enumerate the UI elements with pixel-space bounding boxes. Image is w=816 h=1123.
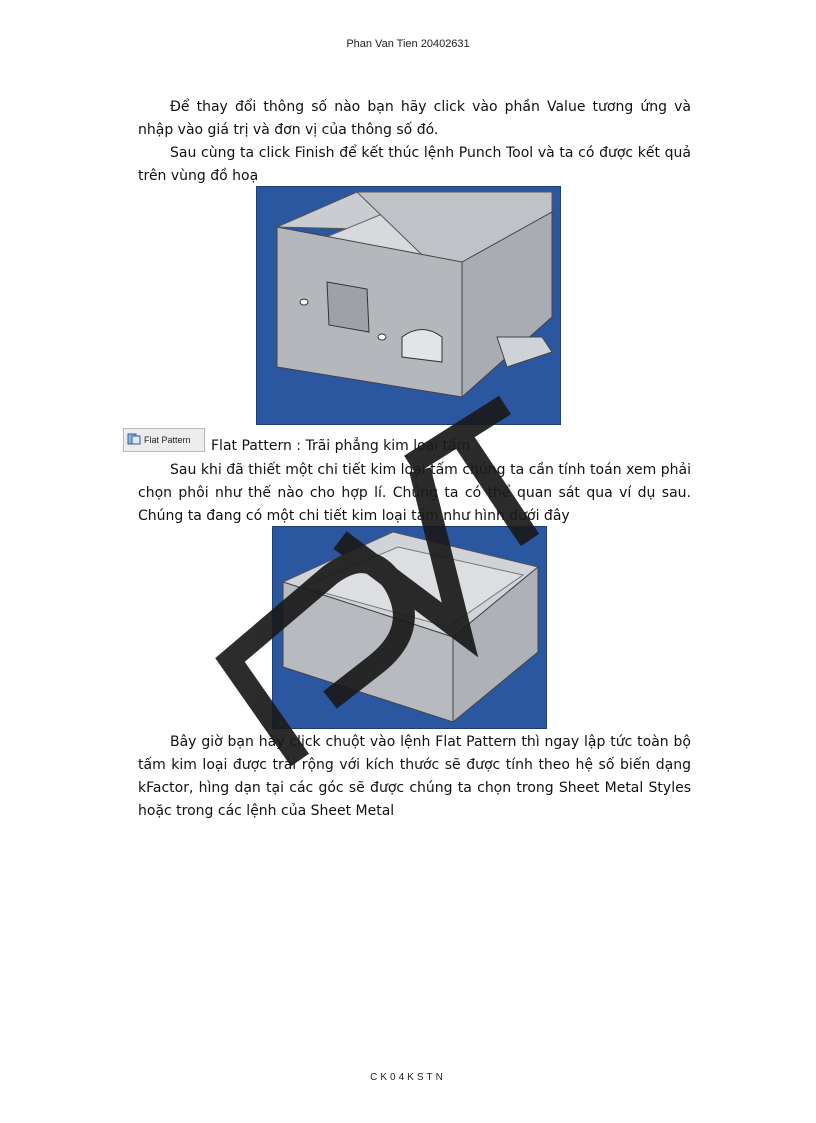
flat-pattern-icon	[127, 432, 141, 448]
flat-pattern-button-label: Flat Pattern	[144, 435, 191, 445]
page-header: Phan Van Tien 20402631	[346, 38, 470, 50]
paragraph-finish-instructions: Sau cùng ta click Finish để kết thúc lệnh Punch Tool và ta có được kết quả trên vùng đồ hoạ	[138, 145, 691, 184]
sheet-metal-tray-image	[272, 526, 547, 729]
paragraph-flat-pattern-result: Bây giờ bạn hãy click chuột vào lệnh Flat Pattern thì ngay lập tức toàn bộ tấm kim loại được trải rộng với kích thước sẽ được tính theo hệ số biến dạng kFactor, hìng dạn tại các góc sẽ được chúng ta chọn trong Sheet Metal Styles hoặc trong các lệnh của Sheet Metal	[138, 734, 691, 819]
punch-result-image	[256, 186, 561, 425]
paragraph-flat-pattern-intro: Sau khi đã thiết một chi tiết kim loại tấm chúng ta cần tính toán xem phải chọn phôi như thế nào cho hợp lí. Chúng ta có thể quan sát qua ví dụ sau. Chúng ta đang có một chi tiết kim loại tấm như hình dưới đây	[138, 462, 691, 524]
flat-pattern-heading: Flat Pattern : Trãi phẳng kim loại tấm	[211, 438, 471, 454]
page-footer: CK04KSTN	[370, 1072, 446, 1083]
paragraph-value-instructions: Để thay đổi thông số nào bạn hãy click vào phần Value tương ứng và nhập vào giá trị và đơn vị của thông số đó.	[138, 99, 691, 138]
flat-pattern-button[interactable]	[123, 428, 205, 452]
